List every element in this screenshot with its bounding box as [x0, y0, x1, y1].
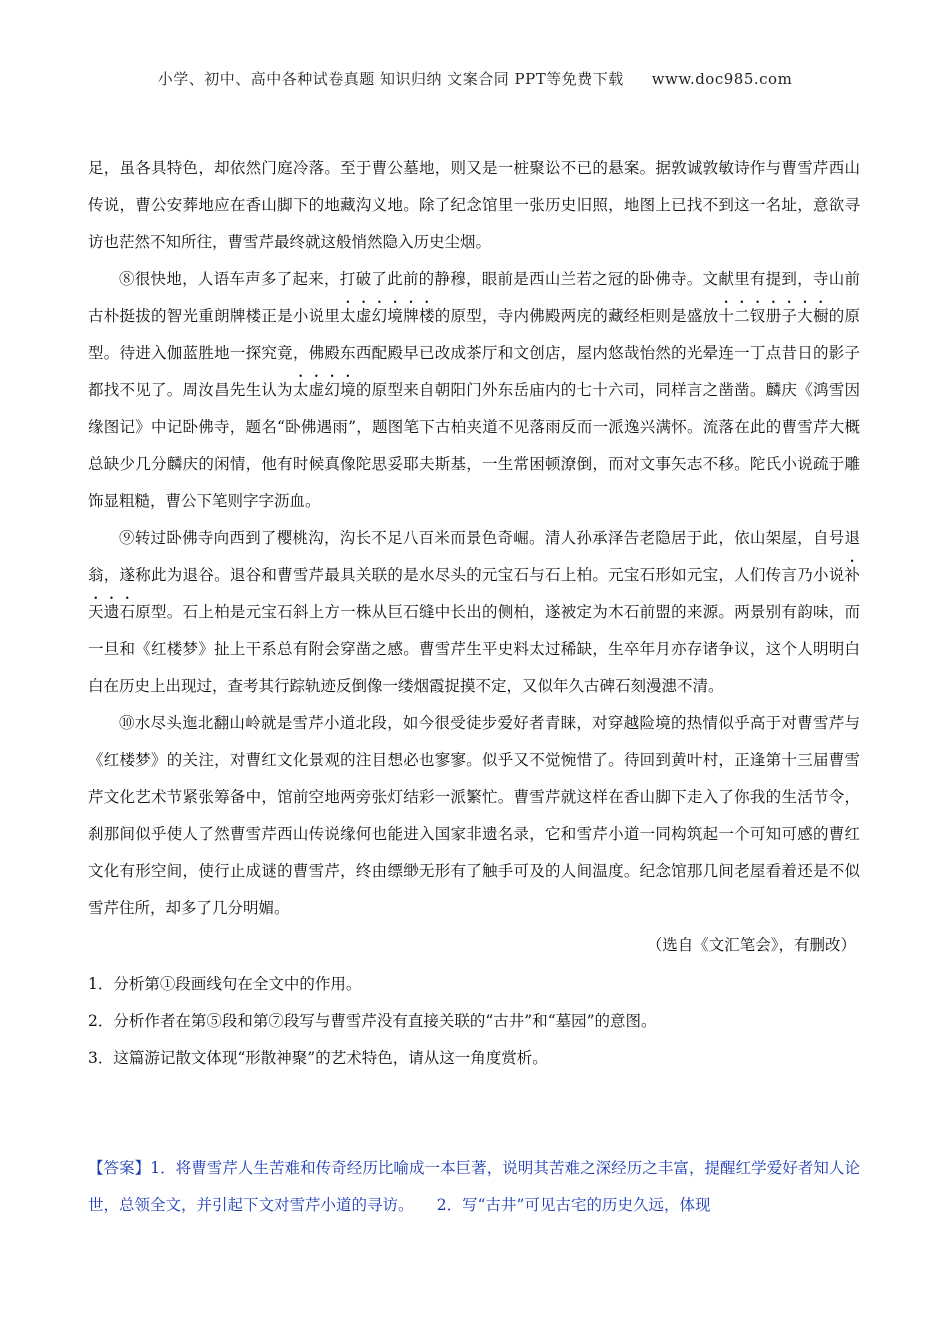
- emphasis-text: 补天遗石: [88, 566, 860, 621]
- source-citation: （选自《文汇笔会》，有删改）: [646, 936, 856, 954]
- paragraph-10: ⑩水尽头迤北翻山岭就是雪芹小道北段，如今很受徒步爱好者青睐，对穿越险境的热情似乎高于对曹雪芹与《红楼梦》的关注，对曹红文化景观的注目想必也寥寥。似乎又不觉惋惜了。待回到黄叶村，正逢第十三届曹雪芹文化艺术节紧张筹备中，馆前空地两旁张灯结彩一派繁忙。曹雪芹就这样在香山脚下走入了你我的生活节令，刹那间似乎使人了然曹雪芹西山传说缘何也能进入国家非遗名录，它和雪芹小道一同构筑起一个可知可感的曹红文化有形空间，使行止成谜的曹雪芹，终由缥缈无形有了触手可及的人间温度。纪念馆那几间老屋看着还是不似雪芹住所，却多了几分明媚。: [88, 714, 860, 917]
- answer-tag: 【答案】: [88, 1159, 151, 1177]
- answer-text: 1．将曹雪芹人生苦难和传奇经历比喻成一本巨著，说明其苦难之深经历之丰富，提醒红学爱好者知人论世，总领全文，并引起下文对雪芹小道的寻访。 2．写“古井”可见古宅的历史久远，体现: [88, 1159, 860, 1214]
- question-item: 3．这篇游记散文体现“形散神聚”的艺术特色，请从这一角度赏析。: [88, 1049, 548, 1067]
- emphasis-text: 太虚幻境牌楼: [340, 307, 435, 325]
- paragraph-9: ⑨转过卧佛寺向西到了樱桃沟，沟长不足八百米而景色奇崛。清人孙承泽告老隐居于此，依山架屋，自号退翁，遂称此为退谷。退谷和曹雪芹最具关联的是水尽头的元宝石与石上柏。元宝石形如元宝，人们传言乃小说补天遗石原型。石上柏是元宝石斜上方一株从巨石缝中长出的侧柏，遂被定为木石前盟的来源。两景别有韵味，而一旦和《红楼梦》扯上干系总有附会穿凿之感。曹雪芹生平史料太过稀缺，生卒年月亦存诸争议，这个人明明白白在历史上出现过，查考其行踪轨迹反倒像一缕烟霞捉摸不定，又似年久古碑石刻漫漶不清。: [88, 529, 860, 695]
- paragraph-continued: 足，虽各具特色，却依然门庭冷落。至于曹公墓地，则又是一桩聚讼不已的悬案。据敦诚敦敏诗作与曹雪芹西山传说，曹公安葬地应在香山脚下的地藏沟义地。除了纪念馆里一张历史旧照，地图上已找不到这一名址，意欲寻访也茫然不知所往，曹雪芹最终就这般悄然隐入历史尘烟。: [88, 159, 860, 251]
- header-site-link[interactable]: www.doc985.com: [651, 70, 793, 88]
- answer-section: [88, 1150, 860, 1224]
- header-text: 小学、初中、高中各种试卷真题 知识归纳 文案合同 PPT等免费下载: [157, 70, 624, 88]
- question-item: 2．分析作者在第⑤段和第⑦段写与曹雪芹没有直接关联的“古井”和“墓园”的意图。: [88, 1012, 657, 1030]
- question-list: [88, 966, 860, 1077]
- question-item: 1．分析第①段画线句在全文中的作用。: [88, 975, 362, 993]
- article-body: [88, 150, 860, 1077]
- paragraph-8: ⑧很快地，人语车声多了起来，打破了此前的静穆，眼前是西山兰若之冠的卧佛寺。文献里有提到，寺山前古朴挺拔的智光重朗牌楼正是小说里太虚幻境牌楼的原型，寺内佛殿两庑的藏经柜则是盛放十二钗册子大橱的原型。待进入伽蓝胜地一探究竟，佛殿东西配殿早已改成茶厅和文创店，屋内悠哉怡然的光晕连一丁点昔日的影子都找不见了。周汝昌先生认为太虚幻境的原型来自朝阳门外东岳庙内的七十六司，同样言之凿凿。麟庆《鸿雪因缘图记》中记卧佛寺，题名“卧佛遇雨”，题图笔下古柏夹道不见落雨反而一派逸兴满怀。流落在此的曹雪芹大概总缺少几分麟庆的闲情，他有时候真像陀思妥耶夫斯基，一生常困顿潦倒，而对文事矢志不移。陀氏小说疏于雕饰显粗糙，曹公下笔则字字沥血。: [88, 270, 860, 510]
- emphasis-text: 十二钗册子大橱: [718, 307, 829, 325]
- page-header: [0, 68, 950, 89]
- emphasis-text: 太虚幻境: [292, 381, 356, 399]
